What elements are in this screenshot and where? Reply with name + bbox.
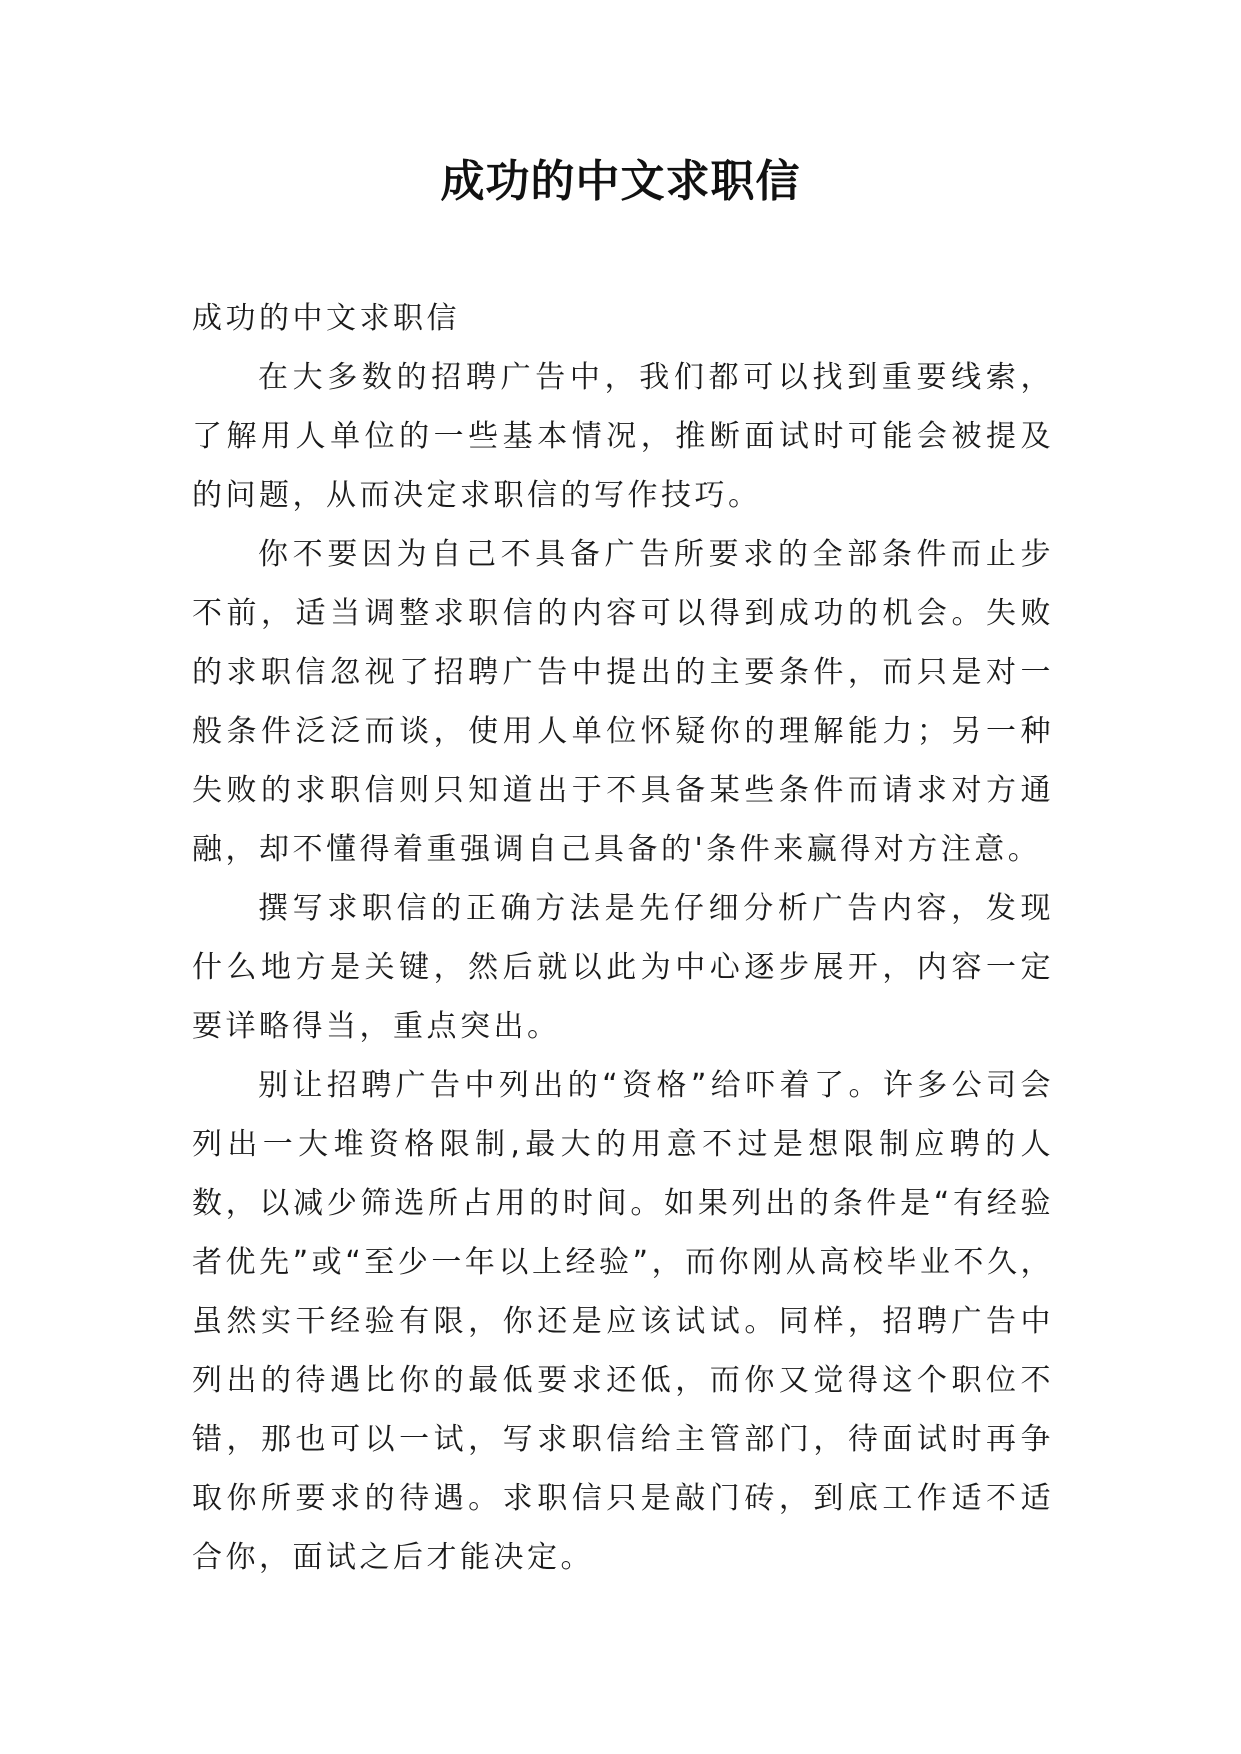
paragraph-2: 你不要因为自己不具备广告所要求的全部条件而止步不前，适当调整求职信的内容可以得到成功的机会。失败的求职信忽视了招聘广告中提出的主要条件，而只是对一般条件泛泛而谈，使用人单位怀疑你的理解能力；另一种失败的求职信则只知道出于不具备某些条件而请求对方通融，却不懂得着重强调自己具备的'条件来赢得对方注意。 (192, 537, 1054, 867)
document-subtitle: 成功的中文求职信 (192, 301, 460, 336)
paragraph-1: 在大多数的招聘广告中，我们都可以找到重要线索，了解用人单位的一些基本情况，推断面试时可能会被提及的问题，从而决定求职信的写作技巧。 (192, 360, 1054, 513)
document-body (192, 289, 1054, 1587)
paragraph-3: 撰写求职信的正确方法是先仔细分析广告内容，发现什么地方是关键，然后就以此为中心逐步展开，内容一定要详略得当，重点突出。 (192, 891, 1054, 1044)
document-title: 成功的中文求职信 (440, 156, 801, 207)
paragraph-4: 别让招聘广告中列出的“资格”给吓着了。许多公司会列出一大堆资格限制,最大的用意不过是想限制应聘的人数，以减少筛选所占用的时间。如果列出的条件是“有经验者优先”或“至少一年以上经验”，而你刚从高校毕业不久，虽然实干经验有限，你还是应该试试。同样，招聘广告中列出的待遇比你的最低要求还低，而你又觉得这个职位不错，那也可以一试，写求职信给主管部门，待面试时再争取你所要求的待遇。求职信只是敲门砖，到底工作适不适合你，面试之后才能决定。 (192, 1068, 1054, 1575)
